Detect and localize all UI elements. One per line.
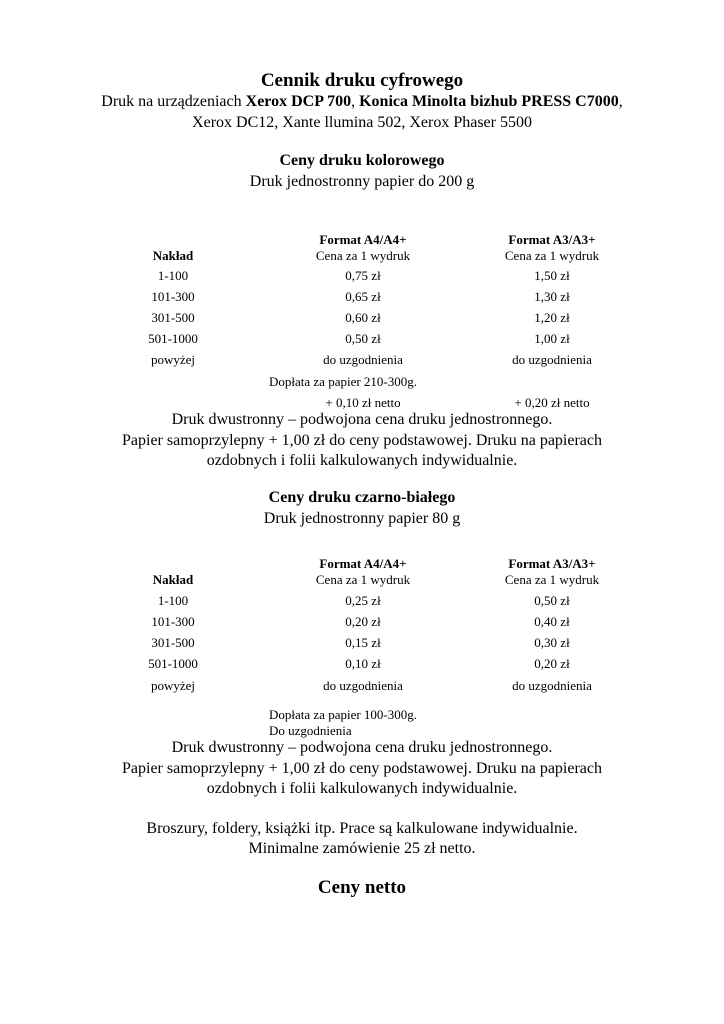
color-col-a4-header: Format A4/A4+	[319, 232, 407, 247]
bw-note-special: ozdobnych i folii kalkulowanych indywidualnie.	[206, 780, 518, 797]
qty-cell: powyżej	[150, 678, 196, 693]
bw-note-adhesive: Papier samoprzylepny + 1,00 zł do ceny podstawowej. Druku na papierach	[122, 760, 602, 777]
a3-price-cell: 1,00 zł	[534, 331, 570, 346]
net-prices-heading: Ceny netto	[317, 877, 407, 898]
devices-prefix: Druk na urządzeniach	[101, 93, 246, 110]
bw-col-a4-header: Format A4/A4+	[319, 556, 407, 571]
color-price-label-a3: Cena za 1 wydruk	[504, 248, 600, 263]
footer-custom-work: Broszury, foldery, książki itp. Prace są kalkulowane indywidualnie.	[146, 820, 578, 837]
color-col-a3-header: Format A3/A3+	[508, 232, 596, 247]
a3-price-cell: 0,50 zł	[534, 593, 570, 608]
qty-cell: 101-300	[151, 289, 195, 304]
qty-cell: powyżej	[150, 352, 196, 367]
qty-cell: 501-1000	[148, 331, 198, 346]
a3-price-cell: 0,40 zł	[534, 614, 570, 629]
color-surcharge-a4: + 0,10 zł netto	[325, 395, 401, 410]
devices-line-2: Xerox DC12, Xante llumina 502, Xerox Phaser 5500	[192, 114, 532, 131]
page-title: Cennik druku cyfrowego	[260, 70, 464, 91]
qty-cell: 101-300	[151, 614, 195, 629]
bw-note-duplex: Druk dwustronny – podwojona cena druku jednostronnego.	[171, 739, 553, 756]
a4-price-cell: 0,75 zł	[345, 268, 381, 283]
a4-price-cell: 0,50 zł	[345, 331, 381, 346]
qty-cell: 301-500	[151, 310, 195, 325]
devices-separator-end: ,	[618, 93, 623, 110]
color-section-subheading: Druk jednostronny papier do 200 g	[249, 173, 475, 190]
qty-cell: 1-100	[157, 593, 189, 608]
a3-price-cell: do uzgodnienia	[512, 678, 592, 693]
devices-line-1	[0, 93, 724, 111]
color-surcharge-a3: + 0,20 zł netto	[514, 395, 590, 410]
a4-price-cell: 0,60 zł	[345, 310, 381, 325]
footer-minimum-order: Minimalne zamówienie 25 zł netto.	[248, 840, 476, 857]
color-price-label-a4: Cena za 1 wydruk	[315, 248, 411, 263]
color-note-duplex: Druk dwustronny – podwojona cena druku jednostronnego.	[171, 411, 553, 428]
a4-price-cell: 0,10 zł	[345, 656, 381, 671]
qty-cell: 301-500	[151, 635, 195, 650]
bw-col-qty-header: Nakład	[152, 572, 194, 587]
bw-section-heading: Ceny druku czarno-białego	[268, 489, 456, 506]
a3-price-cell: 0,30 zł	[534, 635, 570, 650]
devices-separator: ,	[351, 93, 360, 110]
color-surcharge-label: Dopłata za papier 210-300g.	[269, 374, 418, 389]
a3-price-cell: 0,20 zł	[534, 656, 570, 671]
a3-price-cell: 1,30 zł	[534, 289, 570, 304]
bw-surcharge-value: Do uzgodnienia	[269, 723, 352, 738]
a3-price-cell: 1,50 zł	[534, 268, 570, 283]
color-note-special: ozdobnych i folii kalkulowanych indywidualnie.	[206, 452, 518, 469]
a4-price-cell: 0,25 zł	[345, 593, 381, 608]
color-col-qty-header: Nakład	[152, 248, 194, 263]
bw-surcharge-label: Dopłata za papier 100-300g.	[269, 707, 418, 722]
a4-price-cell: 0,65 zł	[345, 289, 381, 304]
a4-price-cell: do uzgodnienia	[323, 678, 403, 693]
a4-price-cell: 0,20 zł	[345, 614, 381, 629]
bw-col-a3-header: Format A3/A3+	[508, 556, 596, 571]
a3-price-cell: do uzgodnienia	[512, 352, 592, 367]
device-konica: Konica Minolta bizhub PRESS C7000	[359, 93, 619, 110]
a3-price-cell: 1,20 zł	[534, 310, 570, 325]
color-section-heading: Ceny druku kolorowego	[279, 152, 445, 169]
a4-price-cell: do uzgodnienia	[323, 352, 403, 367]
qty-cell: 501-1000	[148, 656, 198, 671]
bw-price-label-a3: Cena za 1 wydruk	[504, 572, 600, 587]
device-xerox-dcp: Xerox DCP 700	[245, 93, 352, 110]
color-note-adhesive: Papier samoprzylepny + 1,00 zł do ceny podstawowej. Druku na papierach	[122, 432, 602, 449]
qty-cell: 1-100	[157, 268, 189, 283]
bw-price-label-a4: Cena za 1 wydruk	[315, 572, 411, 587]
a4-price-cell: 0,15 zł	[345, 635, 381, 650]
bw-section-subheading: Druk jednostronny papier 80 g	[263, 510, 461, 527]
